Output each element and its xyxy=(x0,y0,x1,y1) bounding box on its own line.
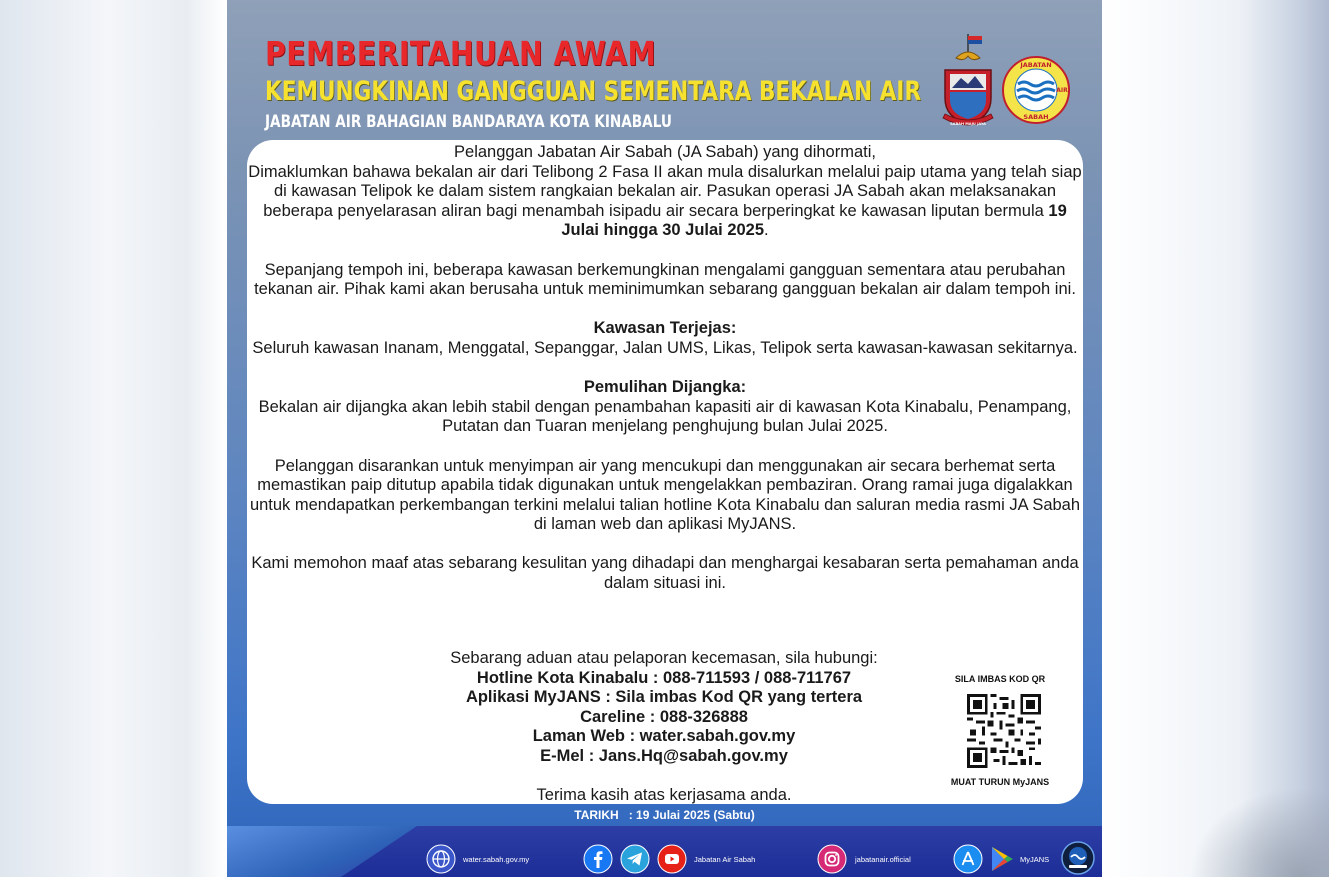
background-right xyxy=(1102,0,1329,877)
jabatan-air-sabah-logo xyxy=(1002,56,1070,124)
expected-recovery-text: Bekalan air dijangka akan lebih stabil dengan penambahan kapasiti air di kawasan Kota Kinabalu, Penampang, Putatan dan Tuaran menjelang penghujung bulan Julai 2025. xyxy=(258,397,1072,436)
youtube-icon[interactable] xyxy=(657,844,687,874)
app-store-icon[interactable] xyxy=(953,844,983,874)
sabah-crest-logo xyxy=(939,32,997,132)
myjans-qr-code[interactable] xyxy=(967,694,1041,768)
paragraph-intro-end: . xyxy=(764,221,769,240)
notice-subtitle: KEMUNGKINAN GANGGUAN SEMENTARA BEKALAN AIR xyxy=(265,76,922,107)
affected-areas-text: Seluruh kawasan Inanam, Menggatal, Sepanggar, Jalan UMS, Likas, Telipok serta kawasan-kawasan sekitarnya. xyxy=(252,338,1078,357)
myjans-app-icon[interactable] xyxy=(1061,841,1095,875)
qr-download-label: MUAT TURUN MyJANS xyxy=(950,777,1050,787)
footer-website[interactable]: water.sabah.gov.my xyxy=(463,855,530,864)
contact-block xyxy=(377,649,951,767)
globe-icon[interactable] xyxy=(426,844,456,874)
facebook-icon[interactable] xyxy=(583,844,613,874)
jas-logo-right: AIR xyxy=(1056,87,1068,94)
contact-careline: Careline : 088-326888 xyxy=(580,707,748,726)
footer-social-name[interactable]: Jabatan Air Sabah xyxy=(694,855,756,864)
paragraph-advice: Pelanggan disarankan untuk menyimpan air yang mencukupi dan menggunakan air secara berhemat serta memastikan paip ditutup apabila tidak digunakan untuk mengelakkan pembaziran. Orang ramai juga digalakkan untuk mendapatkan perkembangan terkini melalui talian hotline Kota Kinabalu dan saluran media rasmi JA Sabah di laman web dan aplikasi MyJANS. xyxy=(249,456,1081,534)
contact-email: E-Mel : Jans.Hq@sabah.gov.my xyxy=(540,746,788,765)
paragraph-disruption: Sepanjang tempoh ini, beberapa kawasan berkemungkinan mengalami gangguan sementara atau perubahan tekanan air. Pihak kami akan berusaha untuk meminimumkan sebarang gangguan bekalan air dalam tempoh ini. xyxy=(254,260,1076,299)
contact-hotline: Hotline Kota Kinabalu : 088-711593 / 088-711767 xyxy=(476,668,852,687)
google-play-icon[interactable] xyxy=(987,844,1017,874)
footer-bar xyxy=(227,826,1102,877)
affected-areas-heading: Kawasan Terjejas: xyxy=(593,319,737,338)
expected-recovery-heading: Pemulihan Dijangka: xyxy=(583,378,747,397)
footer-instagram[interactable]: jabatanair.official xyxy=(855,855,911,864)
greeting: Pelanggan Jabatan Air Sabah (JA Sabah) yang dihormati, xyxy=(454,143,876,161)
crest-motto: SABAH MAJU JAYA xyxy=(950,122,986,126)
contact-intro: Sebarang aduan atau pelaporan kecemasan, sila hubungi: xyxy=(450,649,878,667)
contact-website: Laman Web : water.sabah.gov.my xyxy=(532,727,796,746)
department-name: JABATAN AIR BAHAGIAN BANDARAYA KOTA KINABALU xyxy=(265,112,672,132)
footer-app-name[interactable]: MyJANS xyxy=(1020,855,1050,864)
telegram-icon[interactable] xyxy=(620,844,650,874)
contact-app: Aplikasi MyJANS : Sila imbas Kod QR yang tertera xyxy=(465,688,863,707)
jas-logo-top: JABATAN xyxy=(1020,61,1052,69)
qr-scan-label: SILA IMBAS KOD QR xyxy=(954,674,1046,684)
jas-logo-bottom: SABAH xyxy=(1023,113,1049,121)
instagram-icon[interactable] xyxy=(817,844,847,874)
paragraph-apology: Kami memohon maaf atas sebarang kesulitan yang dihadapi dan menghargai kesabaran serta pemahaman anda dalam situasi ini. xyxy=(251,554,1079,593)
notice-title: PEMBERITAHUAN AWAM xyxy=(265,34,657,73)
paragraph-intro-text: Dimaklumkan bahawa bekalan air dari Telibong 2 Fasa II akan mula disalurkan melalui paip utama yang telah siap di kawasan Telipok ke dalam sistem rangkaian bekalan air. Pasukan operasi JA Sabah akan melaksanakan beberapa penyelarasan aliran bagi menambah isipadu air secara berperingkat ke kawasan liputan bermula xyxy=(248,162,1082,220)
paragraph-intro xyxy=(247,163,1083,241)
notice-poster xyxy=(227,0,1102,877)
period-dates: 19 Julai hingga 30 Julai 2025 xyxy=(561,201,1067,240)
thanks-line: Terima kasih atas kerjasama anda. xyxy=(536,786,792,804)
notice-date: TARIKH : 19 Julai 2025 (Sabtu) xyxy=(574,808,755,822)
notice-body xyxy=(247,143,1083,613)
